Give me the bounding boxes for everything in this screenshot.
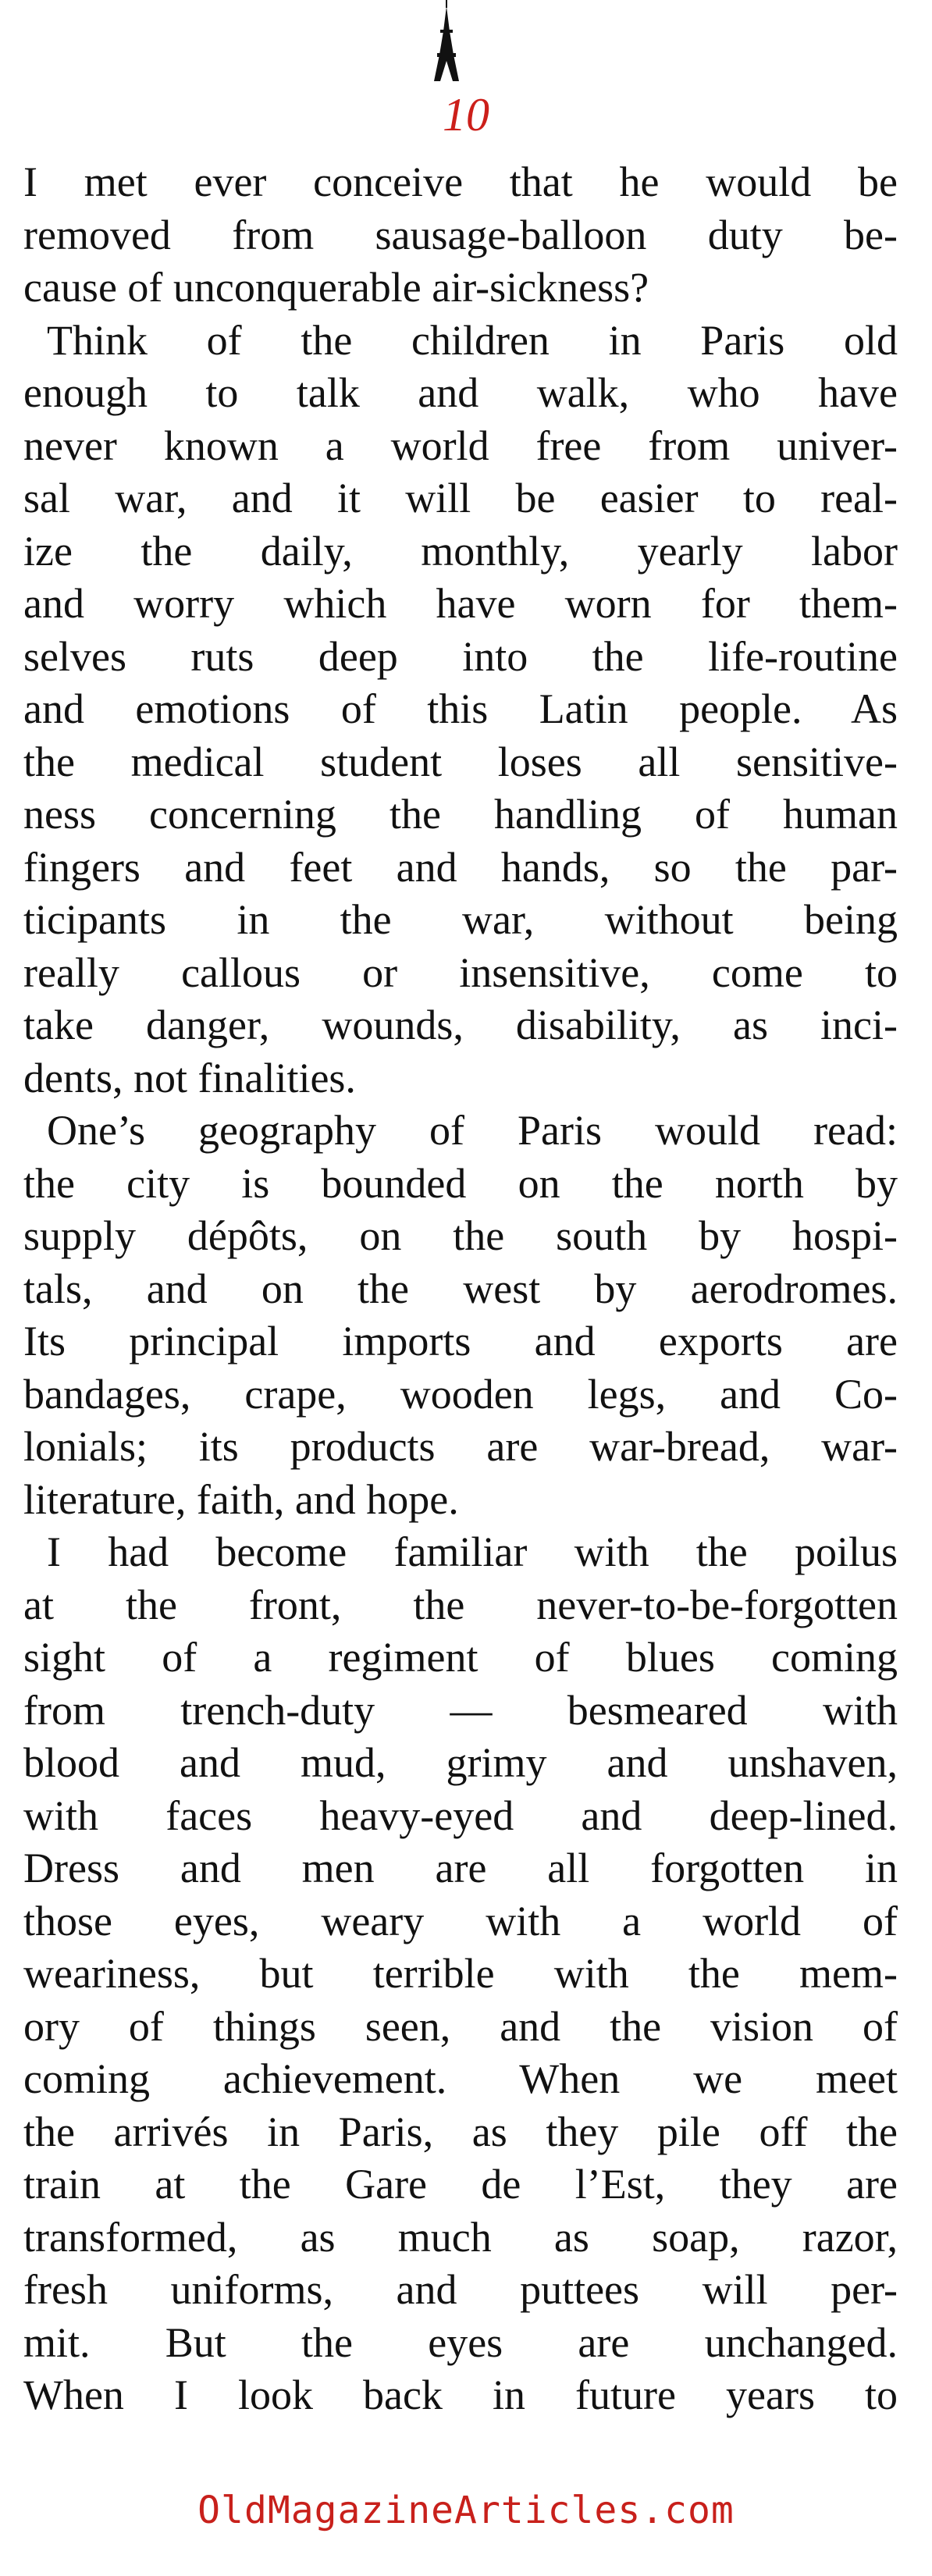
text-line: the city is bounded on the north by <box>23 1159 898 1207</box>
text-line: never known a world free from univer- <box>23 422 898 469</box>
site-watermark: OldMagazineArticles.com <box>197 2489 735 2532</box>
text-line: I had become familiar with the poilus <box>47 1528 898 1575</box>
text-line: ness concerning the handling of human <box>23 791 898 838</box>
text-line: with faces heavy-eyed and deep-lined. <box>23 1791 898 1839</box>
paragraph-2 <box>23 315 898 1105</box>
text-line: ory of things seen, and the vision of <box>23 2002 898 2050</box>
text-line: really callous or insensitive, come to <box>23 948 898 996</box>
text-line: Think of the children in Paris old <box>47 316 898 364</box>
text-line: dents, not finalities. <box>23 1054 356 1101</box>
text-line: blood and mud, grimy and unshaven, <box>23 1739 898 1786</box>
text-line: sight of a regiment of blues coming <box>23 1634 898 1681</box>
text-line: transformed, as much as soap, razor, <box>23 2213 898 2261</box>
text-line: at the front, the never-to-be-forgotten <box>23 1581 898 1628</box>
text-line: selves ruts deep into the life-routine <box>23 632 898 680</box>
text-line: I met ever conceive that he would be <box>23 158 898 205</box>
text-line: Dress and men are all forgotten in <box>23 1845 898 1891</box>
text-line: When I look back in future years to <box>23 2371 898 2418</box>
text-line: removed from sausage-balloon duty be- <box>23 211 898 258</box>
text-line: ticipants in the war, without being <box>23 896 898 943</box>
paragraph-3 <box>23 1105 898 1526</box>
text-line: and emotions of this Latin people. As <box>23 685 898 732</box>
text-line: the medical student loses all sensitive- <box>23 738 898 785</box>
text-line: train at the Gare de l’Est, they are <box>23 2161 898 2208</box>
text-line: weariness, but terrible with the mem- <box>23 1950 898 1997</box>
text-line: literature, faith, and hope. <box>23 1475 459 1523</box>
text-line: Its principal imports and exports are <box>23 1318 898 1364</box>
text-line: cause of unconquerable air-sickness? <box>23 264 649 311</box>
text-line: coming achievement. When we meet <box>23 2055 898 2102</box>
text-line: fresh uniforms, and puttees will per- <box>23 2266 898 2313</box>
text-line: mit. But the eyes are unchanged. <box>23 2318 898 2366</box>
text-line: those eyes, weary with a world of <box>23 1897 898 1944</box>
eiffel-tower-icon <box>431 0 462 81</box>
text-line: One’s geography of Paris would read: <box>47 1107 898 1154</box>
paragraph-1 <box>23 156 898 315</box>
text-line: tals, and on the west by aerodromes. <box>23 1265 898 1312</box>
text-line: bandages, crape, wooden legs, and Co- <box>23 1370 898 1418</box>
text-line: take danger, wounds, disability, as inci- <box>23 1002 898 1048</box>
page-number: 10 <box>443 89 489 141</box>
text-line: from trench-duty — besmeared with <box>23 1686 898 1734</box>
paragraph-4 <box>23 1526 898 2422</box>
text-line: lonials; its products are war-bread, war- <box>23 1423 898 1470</box>
text-line: enough to talk and walk, who have <box>23 369 898 416</box>
text-line: and worry which have worn for them- <box>23 580 898 627</box>
text-line: supply dépôts, on the south by hospi- <box>23 1212 898 1259</box>
text-line: ize the daily, monthly, yearly labor <box>23 527 898 575</box>
text-line: fingers and feet and hands, so the par- <box>23 843 898 891</box>
text-line: sal war, and it will be easier to real- <box>23 475 898 521</box>
article-body <box>23 156 898 2422</box>
text-line: the arrivés in Paris, as they pile off the <box>23 2108 898 2155</box>
